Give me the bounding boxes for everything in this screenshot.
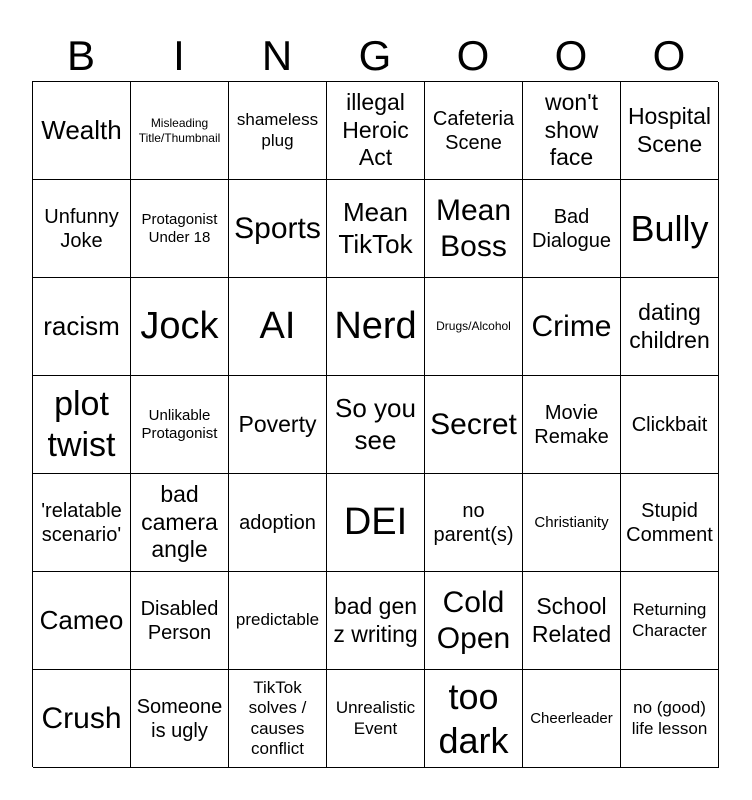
cell-text: Cafeteria Scene (432, 107, 515, 154)
bingo-cell[interactable] (523, 180, 621, 278)
cell-text: Clickbait (631, 413, 708, 436)
bingo-cell[interactable] (425, 376, 523, 474)
bingo-cell[interactable] (327, 376, 425, 474)
bingo-cell[interactable] (229, 572, 327, 670)
cell-text: Sports (234, 211, 321, 245)
cell-text: So you see (335, 393, 416, 455)
bingo-cell[interactable] (229, 670, 327, 768)
bingo-cell[interactable] (523, 572, 621, 670)
cell-text: Cheerleader (530, 709, 613, 727)
bingo-cell[interactable] (229, 474, 327, 572)
cell-text: School Related (531, 592, 612, 647)
cell-text: Secret (430, 407, 517, 441)
bingo-cell[interactable] (523, 670, 621, 768)
bingo-cell[interactable] (621, 180, 719, 278)
header-letter-o1: O (456, 32, 490, 79)
cell-text: Crime (531, 309, 612, 343)
cell-text: won't show face (544, 89, 599, 171)
bingo-cell[interactable] (327, 670, 425, 768)
bingo-cell[interactable] (131, 82, 229, 180)
header-letter-o3: O (652, 32, 686, 79)
bingo-cell[interactable] (621, 82, 719, 180)
bingo-cell[interactable] (523, 82, 621, 180)
cell-text: illegal Heroic Act (342, 89, 409, 171)
cell-text: Mean TikTok (338, 197, 413, 259)
cell-text: Unlikable Protagonist (141, 406, 218, 442)
cell-text: plot twist (47, 384, 116, 464)
bingo-cell[interactable] (131, 376, 229, 474)
bingo-header (32, 30, 718, 82)
bingo-cell[interactable] (229, 278, 327, 376)
cell-text: shameless plug (236, 110, 319, 150)
cell-text: Mean Boss (435, 193, 512, 263)
bingo-cell[interactable] (131, 670, 229, 768)
cell-text: AI (259, 304, 296, 347)
bingo-cell[interactable] (131, 180, 229, 278)
bingo-cell[interactable] (523, 474, 621, 572)
header-letter-b: B (66, 32, 95, 79)
cell-text: Unfunny Joke (44, 205, 119, 252)
bingo-cell[interactable] (327, 572, 425, 670)
cell-text: Christianity (534, 513, 609, 531)
bingo-cell[interactable] (131, 572, 229, 670)
cell-text: Cameo (39, 604, 124, 635)
bingo-cell[interactable] (327, 82, 425, 180)
cell-text: Hospital Scene (627, 102, 712, 157)
bingo-cell[interactable] (33, 82, 131, 180)
bingo-cell[interactable] (425, 180, 523, 278)
bingo-cell[interactable] (523, 376, 621, 474)
bingo-cell[interactable] (425, 474, 523, 572)
cell-text: Unrealistic Event (335, 698, 416, 738)
cell-text: TikTok solves / causes conflict (248, 677, 307, 758)
cell-text: 'relatable scenario' (41, 499, 122, 546)
bingo-cell[interactable] (33, 670, 131, 768)
bingo-cell[interactable] (425, 278, 523, 376)
cell-text: Disabled Person (140, 597, 219, 644)
bingo-cell[interactable] (621, 572, 719, 670)
bingo-cell[interactable] (131, 278, 229, 376)
cell-text: Protagonist Under 18 (141, 210, 218, 246)
bingo-cell[interactable] (229, 180, 327, 278)
cell-text: Someone is ugly (136, 695, 223, 742)
cell-text: dating children (629, 298, 710, 353)
bingo-cell[interactable] (621, 376, 719, 474)
cell-text: Returning Character (632, 600, 707, 640)
cell-text: Drugs/Alcohol (436, 319, 511, 334)
cell-text: Stupid Comment (626, 499, 713, 546)
cell-text: Bully (630, 207, 709, 249)
bingo-cell[interactable] (33, 474, 131, 572)
cell-text: Crush (41, 701, 122, 735)
header-letter-i: I (173, 32, 185, 79)
cell-text: no parent(s) (433, 499, 514, 546)
bingo-cell[interactable] (229, 82, 327, 180)
cell-text: no (good) life lesson (631, 698, 708, 738)
bingo-cell[interactable] (327, 278, 425, 376)
cell-text: Cold Open (436, 585, 511, 655)
bingo-cell[interactable] (33, 180, 131, 278)
bingo-cell[interactable] (33, 572, 131, 670)
cell-text: Poverty (238, 410, 317, 437)
cell-text: racism (43, 310, 120, 341)
bingo-cell[interactable] (425, 670, 523, 768)
header-letter-o2: O (554, 32, 588, 79)
cell-text: Misleading Title/Thumbnail (138, 116, 221, 145)
cell-text: bad camera angle (141, 481, 218, 563)
cell-text: bad gen z writing (333, 592, 418, 647)
bingo-cell[interactable] (131, 474, 229, 572)
cell-text: too dark (438, 676, 509, 761)
bingo-card (32, 81, 718, 767)
cell-text: Jock (140, 304, 219, 347)
bingo-cell[interactable] (229, 376, 327, 474)
cell-text: DEI (343, 500, 408, 543)
cell-text: Bad Dialogue (532, 205, 611, 252)
bingo-cell[interactable] (425, 82, 523, 180)
cell-text: adoption (239, 511, 316, 534)
cell-text: predictable (235, 610, 320, 630)
bingo-cell[interactable] (327, 180, 425, 278)
bingo-cell[interactable] (523, 278, 621, 376)
cell-text: Nerd (334, 304, 417, 347)
bingo-cell[interactable] (327, 474, 425, 572)
bingo-cell[interactable] (425, 572, 523, 670)
bingo-cell[interactable] (621, 670, 719, 768)
cell-text: Wealth (41, 114, 122, 145)
cell-text: Movie Remake (534, 401, 609, 448)
header-letter-g: G (358, 32, 392, 79)
header-letter-n: N (261, 32, 293, 79)
bingo-cell[interactable] (33, 376, 131, 474)
bingo-cell[interactable] (621, 278, 719, 376)
bingo-cell[interactable] (33, 278, 131, 376)
bingo-cell[interactable] (621, 474, 719, 572)
